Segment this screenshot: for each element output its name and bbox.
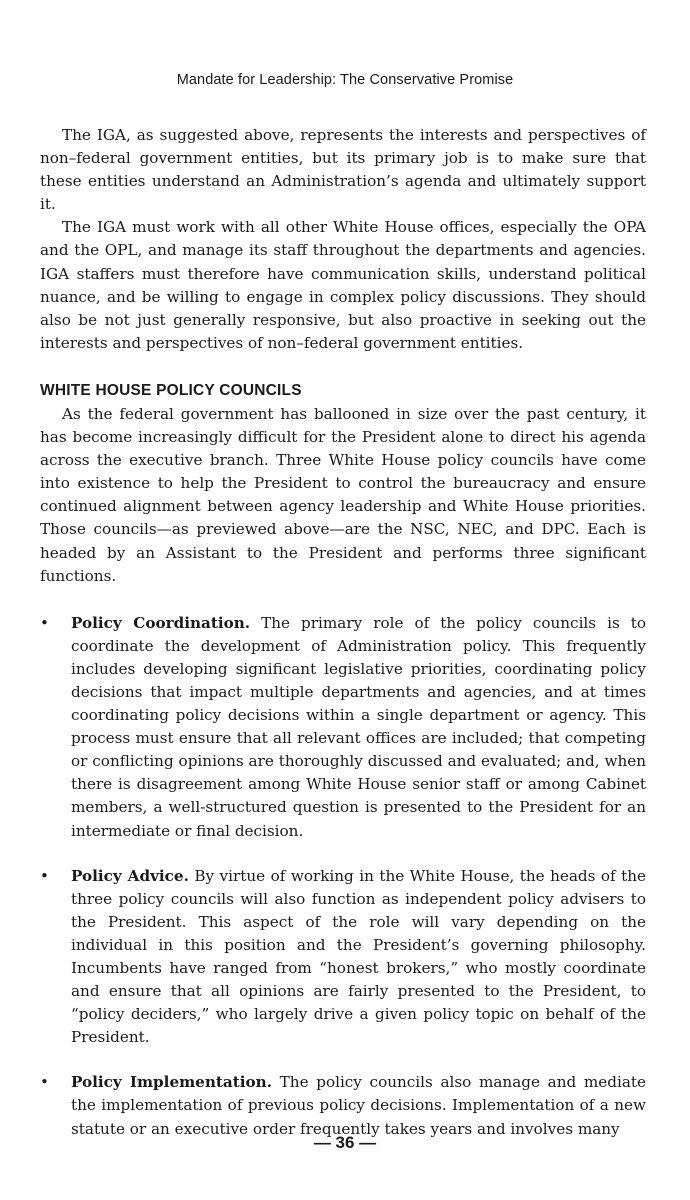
running-header: Mandate for Leadership: The Conservative Promise	[176, 72, 514, 88]
bullet-icon: •	[40, 613, 49, 632]
page-body	[40, 124, 646, 1141]
bullet-text: The policy councils also manage and mediate the implementation of previous policy decisions. Implementation of a new statute or an executive order frequently takes years and involves many	[71, 1073, 646, 1138]
policy-functions-list	[40, 612, 646, 1141]
bullet-text: By virtue of working in the White House, the heads of the three policy councils will also function as independent policy advisers to the President. This aspect of the role will vary depending on the individual in this position and the President’s governing philosophy. Incumbents have ranged from “honest brokers,” who mostly coordinate and ensure that all opinions are fairly presented to the President, to “policy deciders,” who largely drive a given policy topic on behalf of the President.	[71, 866, 646, 1047]
section-heading: WHITE HOUSE POLICY COUNCILS	[40, 381, 302, 399]
paragraph-iga-interests: The IGA, as suggested above, represents the interests and perspectives of non–federal government entities, but its primary job is to make sure that these entities understand an Administration’s agenda and ultimately support it.	[40, 126, 646, 214]
page-number: — 36 —	[313, 1133, 377, 1152]
bullet-lead: Policy Coordination.	[71, 613, 251, 632]
section-intro-paragraph: As the federal government has ballooned in size over the past century, it has become increasingly difficult for the President alone to direct his agenda across the executive branch. Three White House policy councils have come into existence to help the President to control the bureaucracy and ensure continued alignment between agency leadership and White House priorities. Those councils—as previewed above—are the NSC, NEC, and DPC. Each is headed by an Assistant to the President and performs three significant functions.	[40, 404, 646, 585]
bullet-text: The primary role of the policy councils is to coordinate the development of Administration policy. This frequently includes developing significant legislative priorities, coordinating policy decisions that impact multiple departments and agencies, and at times coordinating policy decisions within a single department or agency. This process must ensure that all relevant offices are included; that competing or conflicting opinions are thoroughly discussed and evaluated; and, when there is disagreement among White House senior staff or among Cabinet members, a well-structured question is presented to the President for an intermediate or final decision.	[71, 613, 647, 840]
paragraph-iga-coordination: The IGA must work with all other White House offices, especially the OPA and the OPL, and manage its staff throughout the departments and agencies. IGA staffers must therefore have communication skills, understand political nuance, and be willing to engage in complex policy discussions. They should also be not just generally responsive, but also proactive in seeking out the interests and perspectives of non–federal government entities.	[40, 218, 646, 352]
bullet-lead: Policy Advice.	[71, 866, 189, 885]
bullet-icon: •	[40, 1073, 49, 1092]
bullet-lead: Policy Implementation.	[71, 1073, 272, 1092]
list-item-policy-coordination	[40, 612, 646, 843]
list-item-policy-advice	[40, 865, 646, 1050]
bullet-icon: •	[40, 866, 49, 885]
list-item-policy-implementation	[40, 1071, 646, 1140]
